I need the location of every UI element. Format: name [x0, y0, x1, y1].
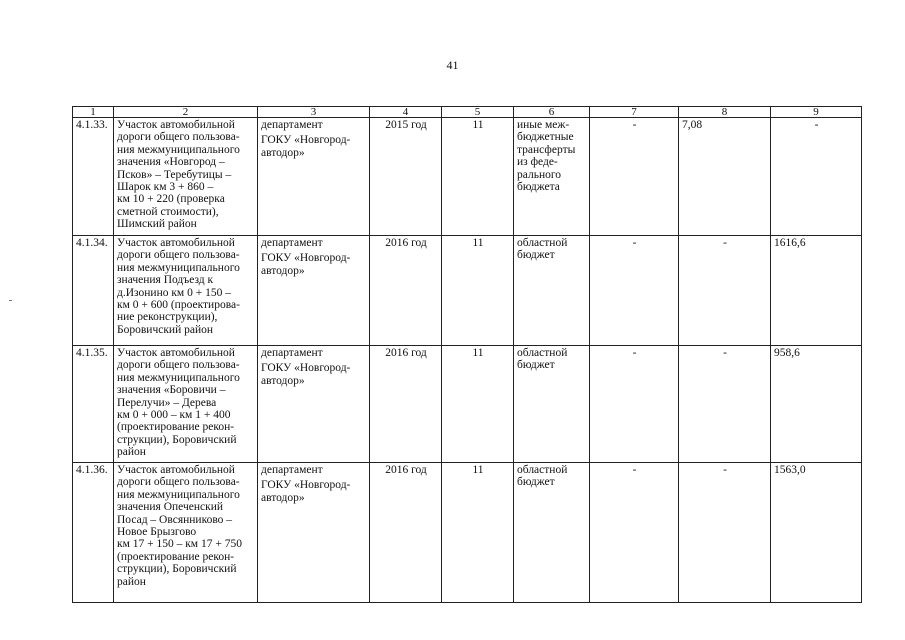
cell-line: струкции), Боровичский — [117, 433, 237, 446]
cell-line: район — [117, 575, 146, 588]
cell-line: Участок автомобильной — [117, 119, 235, 131]
cell-text: - — [723, 347, 727, 359]
cell-text: 1616,6 — [774, 237, 806, 249]
cell-text: 2016 год — [385, 237, 427, 249]
cell-line: Шимский район — [117, 218, 197, 231]
cell-line: Участок автомобильной — [117, 347, 235, 359]
cell-line: ГОКУ «Новгород- — [261, 362, 351, 375]
cell-line: Посад – Овсянниково – — [117, 513, 233, 526]
cell-line: д.Изонино км 0 + 150 – — [117, 286, 231, 299]
year — [370, 346, 442, 463]
cell-line: ния межмуниципального — [117, 371, 240, 384]
value-col-8 — [679, 118, 771, 236]
cell-line: район — [117, 446, 146, 459]
cell-line: бюджетные — [517, 131, 574, 144]
cell-line: департамент — [261, 119, 323, 131]
funding-source — [514, 463, 590, 603]
cell-line: Боровичский район — [117, 323, 214, 336]
cell-line: ГОКУ «Новгород- — [261, 252, 351, 265]
value-col-7 — [590, 236, 679, 346]
header-cell-3: 3 — [258, 107, 370, 118]
cell-line: ния межмуниципального — [117, 261, 240, 274]
funding-source — [514, 118, 590, 236]
cell-line: ГОКУ «Новгород- — [261, 479, 351, 492]
value-col-7 — [590, 463, 679, 603]
row-number — [73, 236, 114, 346]
margin-mark — [9, 300, 12, 301]
cell-text: - — [723, 464, 727, 476]
cell-line: бюджет — [517, 476, 555, 489]
header-cell-9: 9 — [771, 107, 862, 118]
cell-line: областной — [517, 237, 568, 249]
cell-text: 4.1.36. — [76, 464, 108, 476]
cell-text: 4.1.33. — [76, 119, 108, 131]
cell-line: дороги общего пользова- — [117, 131, 240, 144]
cell-line: бюджета — [517, 181, 560, 194]
target-indicator — [442, 118, 514, 236]
object-name — [114, 236, 258, 346]
cell-text: 7,08 — [682, 119, 703, 131]
value-col-7 — [590, 118, 679, 236]
cell-line: автодор» — [261, 264, 305, 277]
cell-text: - — [632, 237, 637, 249]
cell-line: сметной стоимости), — [117, 205, 219, 218]
value-col-9 — [771, 236, 862, 346]
cell-line: рального — [517, 168, 562, 181]
executor — [258, 236, 370, 346]
header-cell-1: 1 — [73, 107, 114, 118]
value-col-9 — [771, 118, 862, 236]
row-number — [73, 346, 114, 463]
table-row — [73, 118, 862, 236]
cell-line: ГОКУ «Новгород- — [261, 134, 351, 147]
header-cell-2: 2 — [114, 107, 258, 118]
object-name — [114, 463, 258, 603]
cell-text: 2016 год — [385, 464, 427, 476]
header-cell-7: 7 — [590, 107, 679, 118]
cell-line: Псков» – Теребутицы – — [117, 168, 232, 181]
cell-line: Шарок км 3 + 860 – — [117, 181, 214, 194]
year — [370, 118, 442, 236]
value-col-8 — [679, 236, 771, 346]
cell-line: км 0 + 000 – км 1 + 400 — [117, 409, 231, 422]
cell-text: 11 — [472, 119, 484, 131]
target-indicator — [442, 346, 514, 463]
year — [370, 236, 442, 346]
target-indicator — [442, 236, 514, 346]
cell-text: - — [723, 237, 727, 249]
value-col-8 — [679, 463, 771, 603]
table-row — [73, 463, 862, 603]
cell-line: областной — [517, 464, 568, 476]
cell-line: департамент — [261, 237, 323, 249]
header-cell-6: 6 — [514, 107, 590, 118]
cell-line: автодор» — [261, 374, 305, 387]
header-cell-4: 4 — [370, 107, 442, 118]
header-cell-8: 8 — [679, 107, 771, 118]
cell-line: км 0 + 600 (проектирова- — [117, 299, 240, 312]
cell-line: (проектирование рекон- — [117, 550, 235, 563]
value-col-8 — [679, 346, 771, 463]
table-row — [73, 236, 862, 346]
target-indicator — [442, 463, 514, 603]
cell-line: значения Подъезд к — [117, 274, 214, 287]
cell-text: - — [632, 464, 637, 476]
cell-line: Перелучи» – Дерева — [117, 396, 217, 409]
cell-line: Новое Брызгово — [117, 526, 197, 539]
value-col-9 — [771, 463, 862, 603]
cell-text: 958,6 — [774, 347, 800, 359]
cell-line: дороги общего пользова- — [117, 476, 240, 489]
cell-text: - — [632, 119, 637, 131]
header-cell-5: 5 — [442, 107, 514, 118]
cell-line: км 17 + 150 – км 17 + 750 — [117, 538, 242, 551]
cell-text: 4.1.35. — [76, 347, 108, 359]
funding-source — [514, 346, 590, 463]
table-row — [73, 346, 862, 463]
cell-line: значения Опеченский — [117, 501, 224, 514]
cell-line: автодор» — [261, 146, 305, 159]
cell-text: 11 — [472, 464, 484, 476]
cell-line: бюджет — [517, 359, 555, 372]
row-number — [73, 118, 114, 236]
cell-line: дороги общего пользова- — [117, 359, 240, 372]
cell-text: 1563,0 — [774, 464, 806, 476]
funding-source — [514, 236, 590, 346]
cell-text: 11 — [472, 237, 484, 249]
cell-line: ния межмуниципального — [117, 143, 240, 156]
cell-text: - — [632, 347, 637, 359]
cell-text: 11 — [472, 347, 484, 359]
executor — [258, 463, 370, 603]
header-row — [73, 107, 862, 118]
cell-line: департамент — [261, 347, 323, 359]
cell-line: иные меж- — [517, 119, 570, 131]
cell-text: - — [814, 119, 819, 131]
cell-line: трансферты — [517, 143, 576, 156]
cell-line: ния межмуниципального — [117, 488, 240, 501]
row-number — [73, 463, 114, 603]
executor — [258, 346, 370, 463]
executor — [258, 118, 370, 236]
object-name — [114, 118, 258, 236]
cell-line: автодор» — [261, 491, 305, 504]
cell-text: 4.1.34. — [76, 237, 108, 249]
program-table — [72, 106, 862, 603]
value-col-7 — [590, 346, 679, 463]
cell-text: 2015 год — [385, 119, 427, 131]
cell-line: департамент — [261, 464, 323, 476]
cell-line: км 10 + 220 (проверка — [117, 193, 225, 206]
cell-line: бюджет — [517, 249, 555, 262]
cell-line: значения «Новгород – — [117, 156, 225, 169]
year — [370, 463, 442, 603]
value-col-9 — [771, 346, 862, 463]
cell-line: значения «Боровичи – — [117, 384, 226, 397]
cell-text: 2016 год — [385, 347, 427, 359]
cell-line: ние реконструкции), — [117, 311, 218, 324]
object-name — [114, 346, 258, 463]
cell-line: Участок автомобильной — [117, 237, 235, 249]
cell-line: областной — [517, 347, 568, 359]
cell-line: дороги общего пользова- — [117, 249, 240, 262]
cell-line: (проектирование рекон- — [117, 421, 235, 434]
cell-line: Участок автомобильной — [117, 464, 235, 476]
page-number: 41 — [446, 58, 459, 72]
table-body — [73, 118, 862, 603]
cell-line: струкции), Боровичский — [117, 563, 237, 576]
cell-line: из феде- — [517, 156, 558, 169]
